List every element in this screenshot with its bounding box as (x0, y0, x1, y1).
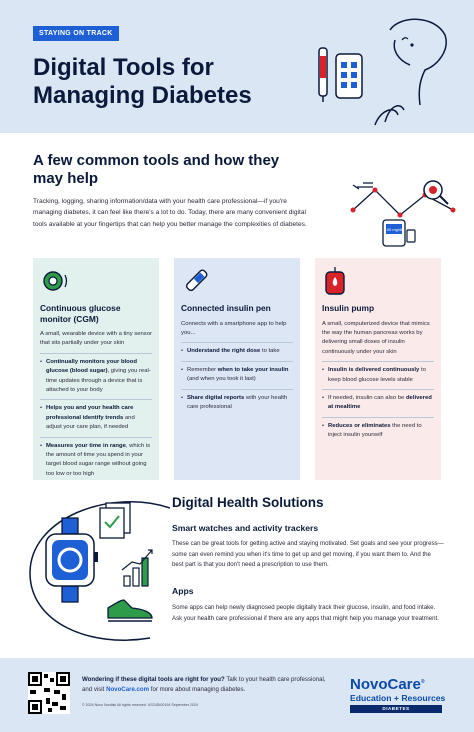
card-bullet: • Insulin is delivered continuously to keep blood glucose levels stable (322, 361, 434, 389)
solutions-heading: Digital Health Solutions (172, 495, 324, 510)
card-bullet: • Helps you and your health care professional identify trends and adjust your care plan, if needed (40, 399, 152, 436)
cgm-card (33, 258, 159, 480)
glucose-trend-illustration (345, 175, 460, 250)
apps-heading: Apps (172, 586, 194, 596)
card-description: A small, computerized device that mimics the way the human pancreas works by delivering small doses of insulin continuously under your skin (322, 320, 430, 355)
card-bullet: • If needed, insulin can also be delivered at mealtime (322, 389, 434, 417)
card-bullet-list (322, 361, 434, 444)
card-bullet: • Remember when to take your insulin (and when you took it last) (181, 361, 293, 389)
meter-reading: 100 mg/dL (384, 227, 404, 232)
apps-paragraph: Some apps can help newly diagnosed people digitally track their glucose, insulin, and food intake. Ask your health care professional if there are any apps that might help you manage your treatment. (172, 604, 439, 622)
bar-chart-icon (122, 550, 152, 586)
sneaker-icon (108, 600, 152, 621)
card-bullet: • Reduces or eliminates the need to inject insulin yourself (322, 417, 434, 445)
pointing-hand-icon (353, 183, 373, 189)
card-bullet: • Understand the right dose to take (181, 342, 293, 360)
card-title: Insulin pump (322, 303, 375, 313)
smartwatch-icon (46, 518, 98, 602)
card-bullet: • Continually monitors your blood glucose (blood sugar), giving you real-time updates through a device that is attached to your body (40, 353, 152, 400)
footer-message: Wondering if these digital tools are right for you? Talk to your health care professional, and visit NovoCare.com for more about managing diabetes. (82, 676, 326, 693)
insulin-pen-icon (319, 48, 327, 102)
smartphone-icon (336, 54, 362, 98)
insulin-pump-card (315, 258, 441, 480)
section-tag: STAYING ON TRACK (33, 26, 119, 41)
intro-heading: A few common tools and how they may help (33, 152, 280, 187)
insulin-pump-icon (322, 266, 352, 296)
watches-heading: Smart watches and activity trackers (172, 523, 319, 533)
card-bullet: • Share digital reports with your health care professional (181, 389, 293, 417)
card-bullet-list (181, 342, 293, 416)
card-bullet: • Measures your time in range, which is the amount of time you spend in your target blood sugar range without going too low or too high (40, 437, 152, 484)
document-check-icon (100, 503, 130, 538)
page-title: Digital Tools for Managing Diabetes (33, 54, 252, 109)
novocare-logo: NovoCare® Education + Resources DIABETES (350, 676, 446, 711)
card-bullet-list (40, 353, 152, 483)
card-description: Connects with a smartphone app to help you... (181, 320, 287, 336)
legal-text: © 2024 Novo Nordisk All rights reserved. US24DI00194 September 2024 (82, 703, 198, 707)
card-title: Continuous glucose monitor (CGM) (40, 303, 121, 324)
card-description: A small, wearable device with a tiny sensor that sits partially under your skin (40, 331, 152, 347)
qr-code[interactable] (28, 672, 70, 714)
person-with-devices-illustration (300, 10, 460, 130)
intro-paragraph: Tracking, logging, sharing information/data with your health care professional—if you're managing diabetes, it can feel like there's a lot to do. Today, there are many convenient digital tools available at your fingertips that can help you better manage the complexities of diabetes. (33, 198, 307, 228)
card-title: Connected insulin pen (181, 303, 271, 313)
glucose-meter-icon (383, 220, 415, 246)
watches-paragraph: These can be great tools for getting active and staying motivated. Set goals and see your progress—some can even remind you when it's time to get up and get moving, if you want them to. And the best part is that you don't need a prescription to use them. (172, 540, 444, 569)
insulin-pen-card (174, 258, 300, 480)
insulin-pen-icon (181, 266, 211, 296)
smartwatch-activity-illustration (20, 488, 170, 648)
cgm-sensor-icon (40, 266, 70, 296)
novocare-link[interactable]: NovoCare.com (106, 686, 150, 693)
